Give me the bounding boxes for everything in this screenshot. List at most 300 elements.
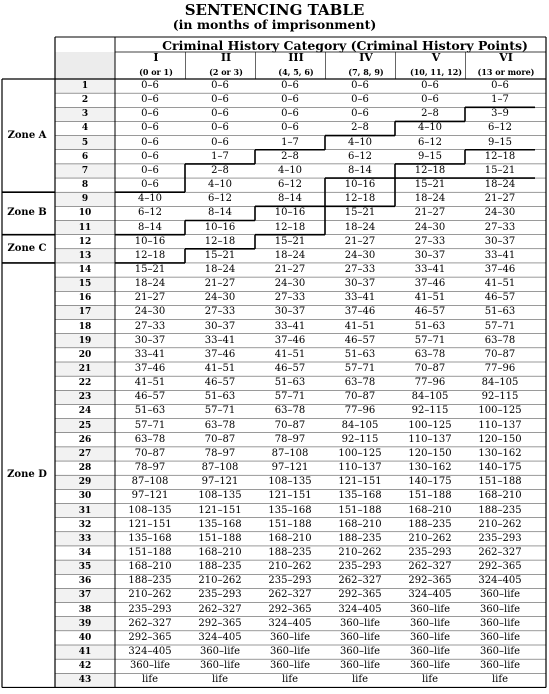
- sentence-range-cell: 120–150: [478, 433, 522, 445]
- sentence-range-cell: 84–105: [481, 377, 519, 389]
- sentence-range-cell: 210–262: [478, 518, 522, 530]
- sentence-range-cell: 15–21: [204, 249, 236, 261]
- sentence-range-cell: 10–16: [274, 207, 306, 219]
- sentence-range-cell: 0–6: [141, 179, 159, 191]
- sentence-range-cell: 4–10: [277, 164, 303, 176]
- sentence-range-cell: 51–63: [274, 377, 306, 389]
- sentence-range-cell: 100–125: [478, 405, 522, 417]
- sentence-range-cell: 292–365: [408, 575, 452, 587]
- column-header-roman: I: [153, 51, 159, 64]
- sentence-range-cell: 57–71: [344, 363, 376, 374]
- sentence-range-cell: 41–51: [484, 278, 516, 290]
- sentence-range-cell: 0–6: [141, 80, 159, 91]
- sentence-range-cell: 130–162: [408, 462, 452, 474]
- sentence-range-cell: 33–41: [414, 263, 446, 275]
- sentence-range-cell: 8–14: [207, 207, 233, 219]
- sentence-range-cell: 15–21: [344, 207, 376, 219]
- sentence-range-cell: 324–405: [268, 617, 312, 629]
- sentence-range-cell: 6–12: [347, 150, 373, 162]
- sentence-range-cell: life: [211, 674, 228, 686]
- sentence-range-cell: 360–life: [339, 617, 381, 629]
- sentence-range-cell: life: [491, 674, 508, 686]
- page-title: SENTENCING TABLE: [184, 1, 365, 19]
- sentence-range-cell: 63–78: [344, 377, 376, 389]
- offense-level-cell: 38: [78, 604, 92, 615]
- sentence-range-cell: 24–30: [344, 249, 376, 261]
- sentence-range-cell: 4–10: [417, 122, 443, 134]
- sentence-range-cell: 1–7: [491, 94, 509, 106]
- offense-level-cell: 10: [78, 208, 92, 219]
- sentence-range-cell: 292–365: [338, 589, 382, 601]
- sentence-range-cell: 92–115: [341, 433, 379, 445]
- sentence-range-cell: 262–327: [408, 561, 452, 573]
- sentence-range-cell: 2–8: [281, 150, 299, 162]
- sentence-range-cell: 324–405: [338, 603, 382, 615]
- sentence-range-cell: 27–33: [204, 306, 236, 318]
- sentence-range-cell: 0–6: [141, 94, 159, 106]
- sentence-range-cell: 0–6: [141, 136, 159, 148]
- sentence-range-cell: 6–12: [207, 193, 233, 205]
- sentence-range-cell: 12–18: [134, 249, 166, 261]
- sentence-range-cell: 151–188: [128, 546, 172, 558]
- sentence-range-cell: 70–87: [204, 433, 236, 445]
- sentence-range-cell: 262–327: [198, 603, 242, 615]
- offense-level-cell: 5: [81, 137, 89, 148]
- sentence-range-cell: 292–365: [268, 603, 312, 615]
- sentence-range-cell: 21–27: [344, 235, 376, 247]
- sentence-range-cell: 84–105: [341, 419, 379, 431]
- sentence-range-cell: 18–24: [204, 263, 236, 275]
- offense-level-cell: 37: [78, 590, 92, 601]
- sentence-range-cell: 108–135: [128, 504, 172, 516]
- column-header-points: (4, 5, 6): [278, 67, 314, 77]
- sentence-range-cell: 41–51: [274, 348, 306, 360]
- sentence-range-cell: 57–71: [134, 419, 166, 431]
- sentence-range-cell: 262–327: [478, 546, 522, 558]
- offense-level-cell: 6: [81, 151, 89, 162]
- sentence-range-cell: 51–63: [134, 405, 166, 417]
- sentence-range-cell: 135–168: [338, 490, 382, 502]
- sentence-range-cell: 92–115: [411, 405, 449, 417]
- sentence-range-cell: 292–365: [198, 617, 242, 629]
- sentence-range-cell: 37–46: [134, 363, 166, 374]
- sentence-range-cell: 360–life: [479, 646, 521, 657]
- offense-level-cell: 29: [78, 477, 92, 488]
- offense-level-cell: 23: [78, 392, 92, 403]
- sentence-range-cell: 37–46: [344, 306, 376, 318]
- sentence-range-cell: 188–235: [338, 532, 382, 544]
- sentence-range-cell: 63–78: [204, 419, 236, 431]
- sentence-range-cell: 2–8: [351, 122, 369, 134]
- sentence-range-cell: 9–15: [417, 150, 443, 162]
- sentence-range-cell: 292–365: [128, 631, 172, 643]
- sentence-range-cell: 37–46: [414, 278, 446, 290]
- offense-level-cell: 19: [78, 335, 92, 346]
- offense-level-cell: 41: [78, 647, 92, 657]
- sentence-range-cell: 24–30: [274, 278, 306, 290]
- sentence-range-cell: 12–18: [204, 235, 236, 247]
- offense-level-cell: 9: [81, 194, 89, 205]
- sentence-range-cell: 97–121: [201, 476, 239, 488]
- sentence-range-cell: 87–108: [271, 447, 309, 459]
- offense-level-cell: 35: [78, 562, 92, 573]
- sentence-range-cell: 0–6: [351, 108, 369, 120]
- sentence-range-cell: 57–71: [484, 320, 516, 332]
- offense-level-cell: 42: [78, 661, 92, 672]
- sentence-range-cell: 77–96: [414, 377, 446, 389]
- sentence-range-cell: 4–10: [207, 179, 233, 191]
- sentence-range-cell: 262–327: [268, 589, 312, 601]
- sentence-range-cell: 0–6: [141, 108, 159, 120]
- sentence-range-cell: 0–6: [421, 80, 439, 91]
- sentence-range-cell: 1–7: [211, 150, 229, 162]
- sentence-range-cell: 46–57: [134, 391, 166, 403]
- sentence-range-cell: 110–137: [338, 462, 382, 474]
- sentence-range-cell: 2–8: [421, 108, 439, 120]
- sentence-range-cell: 37–46: [484, 263, 516, 275]
- sentence-range-cell: 37–46: [204, 348, 236, 360]
- sentence-range-cell: 360–life: [409, 631, 451, 643]
- offense-level-cell: 20: [78, 349, 92, 360]
- sentence-range-cell: 0–6: [211, 136, 229, 148]
- column-header-roman: III: [288, 51, 304, 64]
- offense-level-cell: 36: [78, 576, 92, 587]
- sentence-range-cell: 27–33: [414, 235, 446, 247]
- sentence-range-cell: 360–life: [269, 660, 311, 672]
- sentence-range-cell: 33–41: [484, 249, 516, 261]
- sentence-range-cell: 188–235: [268, 546, 312, 558]
- sentence-range-cell: 360–life: [479, 660, 521, 672]
- offense-level-cell: 24: [78, 406, 92, 417]
- sentence-range-cell: 235–293: [338, 561, 382, 573]
- sentence-range-cell: 324–405: [198, 631, 242, 643]
- sentence-range-cell: 21–27: [414, 207, 446, 219]
- sentence-range-cell: 63–78: [414, 348, 446, 360]
- offense-level-cell: 7: [81, 165, 89, 176]
- sentence-range-cell: 135–168: [198, 518, 242, 530]
- sentence-range-cell: 15–21: [484, 164, 516, 176]
- sentence-range-cell: 21–27: [484, 193, 516, 205]
- sentence-range-cell: 360–life: [479, 603, 521, 615]
- sentence-range-cell: 188–235: [478, 504, 522, 516]
- sentence-range-cell: 0–6: [351, 94, 369, 106]
- sentence-range-cell: 6–12: [487, 122, 513, 134]
- sentence-range-cell: 21–27: [274, 263, 306, 275]
- offense-level-cell: 15: [78, 279, 92, 290]
- sentence-range-cell: 78–97: [274, 433, 306, 445]
- offense-level-cell: 8: [81, 180, 89, 191]
- sentence-range-cell: 46–57: [344, 334, 376, 346]
- sentence-range-cell: 8–14: [137, 221, 163, 233]
- sentence-range-cell: 41–51: [344, 320, 376, 332]
- sentence-range-cell: life: [421, 674, 438, 686]
- sentence-range-cell: 262–327: [338, 575, 382, 587]
- sentence-range-cell: 33–41: [204, 334, 236, 346]
- sentence-range-cell: 360–life: [409, 646, 451, 657]
- sentence-range-cell: 87–108: [201, 462, 239, 474]
- sentence-range-cell: 12–18: [484, 150, 516, 162]
- offense-level-cell: 16: [78, 293, 92, 304]
- offense-level-cell: 28: [78, 463, 92, 474]
- sentence-range-cell: 360–life: [339, 631, 381, 643]
- sentence-range-cell: 135–168: [268, 504, 312, 516]
- sentence-range-cell: 51–63: [204, 391, 236, 403]
- offense-level-cell: 43: [78, 675, 92, 686]
- offense-level-cell: 14: [78, 264, 92, 275]
- sentence-range-cell: 108–135: [198, 490, 242, 502]
- sentence-range-cell: 70–87: [484, 348, 516, 360]
- sentence-range-cell: 0–6: [281, 94, 299, 106]
- sentence-range-cell: 324–405: [128, 646, 172, 657]
- sentence-range-cell: 10–16: [134, 235, 166, 247]
- sentence-range-cell: 360–life: [479, 589, 521, 601]
- sentence-range-cell: 33–41: [134, 348, 166, 360]
- sentence-range-cell: 360–life: [339, 660, 381, 672]
- offense-level-cell: 17: [78, 307, 92, 318]
- offense-level-cell: 39: [78, 618, 92, 629]
- sentence-range-cell: life: [281, 674, 298, 686]
- sentence-range-cell: 235–293: [268, 575, 312, 587]
- sentence-range-cell: 30–37: [274, 306, 306, 318]
- sentence-range-cell: 188–235: [408, 518, 452, 530]
- sentence-range-cell: 360–life: [199, 646, 241, 657]
- column-header-points: (10, 11, 12): [409, 67, 463, 77]
- sentence-range-cell: 0–6: [421, 94, 439, 106]
- offense-level-cell: 18: [78, 321, 92, 332]
- column-header-roman: V: [431, 51, 441, 64]
- sentence-range-cell: 27–33: [274, 292, 306, 304]
- sentence-range-cell: 21–27: [204, 278, 236, 290]
- sentence-range-cell: 210–262: [408, 532, 452, 544]
- offense-level-cell: 1: [81, 81, 89, 91]
- sentence-range-cell: 151–188: [408, 490, 452, 502]
- sentence-range-cell: 100–125: [338, 447, 382, 459]
- sentence-range-cell: 51–63: [484, 306, 516, 318]
- column-header-points: (0 or 1): [139, 67, 173, 77]
- sentence-range-cell: 324–405: [478, 575, 522, 587]
- offense-level-cell: 22: [78, 378, 92, 389]
- sentence-range-cell: 87–108: [131, 476, 169, 488]
- sentence-range-cell: 18–24: [274, 249, 306, 261]
- zone-label: Zone A: [7, 129, 47, 141]
- sentence-range-cell: 168–210: [198, 546, 242, 558]
- sentence-range-cell: 27–33: [134, 320, 166, 332]
- sentence-range-cell: 168–210: [338, 518, 382, 530]
- sentence-range-cell: 63–78: [484, 334, 516, 346]
- offense-level-cell: 27: [78, 448, 92, 459]
- sentence-range-cell: 235–293: [408, 546, 452, 558]
- sentence-range-cell: 360–life: [339, 646, 381, 657]
- sentence-range-cell: 15–21: [134, 263, 166, 275]
- sentence-range-cell: 15–21: [414, 179, 446, 191]
- sentence-range-cell: 4–10: [347, 136, 373, 148]
- sentence-range-cell: 135–168: [128, 532, 172, 544]
- offense-level-cell: 13: [78, 250, 92, 261]
- sentence-range-cell: 30–37: [484, 235, 516, 247]
- sentence-range-cell: 46–57: [204, 377, 236, 389]
- sentence-range-cell: 57–71: [274, 391, 306, 403]
- sentence-range-cell: 0–6: [211, 94, 229, 106]
- sentence-range-cell: life: [351, 674, 368, 686]
- sentence-range-cell: 10–16: [204, 221, 236, 233]
- sentence-range-cell: 3–9: [491, 108, 509, 120]
- sentence-range-cell: 70–87: [414, 363, 446, 374]
- sentence-range-cell: 41–51: [204, 363, 236, 374]
- sentence-range-cell: 24–30: [414, 221, 446, 233]
- offense-level-cell: 32: [78, 519, 92, 530]
- sentence-range-cell: 51–63: [344, 348, 376, 360]
- sentence-range-cell: 0–6: [491, 80, 509, 91]
- sentence-range-cell: 0–6: [351, 80, 369, 91]
- sentence-range-cell: 30–37: [414, 249, 446, 261]
- sentence-range-cell: 188–235: [128, 575, 172, 587]
- sentence-range-cell: 27–33: [484, 221, 516, 233]
- sentence-range-cell: 151–188: [198, 532, 242, 544]
- sentence-range-cell: 4–10: [137, 193, 163, 205]
- offense-level-cell: 33: [78, 533, 92, 544]
- sentence-range-cell: 100–125: [408, 419, 452, 431]
- sentence-range-cell: 10–16: [344, 179, 376, 191]
- sentence-range-cell: 130–162: [478, 447, 522, 459]
- sentence-range-cell: 151–188: [338, 504, 382, 516]
- sentence-range-cell: 151–188: [478, 476, 522, 488]
- sentence-range-cell: 46–57: [274, 363, 306, 374]
- sentence-range-cell: 70–87: [344, 391, 376, 403]
- sentence-range-cell: 21–27: [134, 292, 166, 304]
- sentence-range-cell: 97–121: [131, 490, 169, 502]
- sentence-range-cell: 24–30: [134, 306, 166, 318]
- sentence-range-cell: 33–41: [274, 320, 306, 332]
- sentence-range-cell: 235–293: [128, 603, 172, 615]
- page-subtitle: (in months of imprisonment): [172, 17, 377, 32]
- sentence-range-cell: 210–262: [128, 589, 172, 601]
- offense-level-cell: 11: [78, 222, 92, 233]
- sentence-range-cell: 0–6: [281, 108, 299, 120]
- sentence-range-cell: 262–327: [128, 617, 172, 629]
- offense-level-cell: 34: [78, 547, 92, 558]
- sentence-range-cell: 77–96: [344, 405, 376, 417]
- sentence-range-cell: 121–151: [198, 504, 242, 516]
- offense-level-cell: 12: [78, 236, 92, 247]
- sentence-range-cell: 108–135: [268, 476, 312, 488]
- sentence-range-cell: 12–18: [414, 164, 446, 176]
- column-header-roman: IV: [359, 51, 373, 64]
- sentence-range-cell: 0–6: [141, 122, 159, 134]
- sentence-range-cell: 27–33: [344, 263, 376, 275]
- sentence-range-cell: 188–235: [198, 561, 242, 573]
- sentence-range-cell: 97–121: [271, 462, 309, 474]
- sentence-range-cell: 24–30: [484, 207, 516, 219]
- sentence-range-cell: 121–151: [128, 518, 172, 530]
- sentence-range-cell: 30–37: [204, 320, 236, 332]
- sentence-range-cell: 360–life: [269, 646, 311, 657]
- offense-level-cell: 31: [78, 505, 92, 516]
- sentence-range-cell: 46–57: [414, 306, 446, 318]
- sentence-range-cell: 6–12: [277, 179, 303, 191]
- sentence-range-cell: life: [141, 674, 158, 686]
- sentence-range-cell: 0–6: [211, 80, 229, 91]
- offense-level-cell: 21: [78, 364, 92, 374]
- offense-level-cell: 3: [81, 109, 89, 120]
- sentence-range-cell: 18–24: [134, 278, 166, 290]
- zone-label: Zone B: [7, 207, 47, 219]
- sentence-range-cell: 6–12: [137, 207, 163, 219]
- sentence-range-cell: 51–63: [414, 320, 446, 332]
- sentence-range-cell: 360–life: [479, 631, 521, 643]
- sentence-range-cell: 168–210: [268, 532, 312, 544]
- offense-level-cell: 30: [78, 491, 92, 502]
- sentence-range-cell: 210–262: [268, 561, 312, 573]
- sentence-range-cell: 6–12: [417, 136, 443, 148]
- sentence-range-cell: 110–137: [478, 419, 522, 431]
- zone-label: Zone C: [7, 242, 47, 254]
- sentence-range-cell: 8–14: [347, 164, 373, 176]
- sentence-range-cell: 360–life: [199, 660, 241, 672]
- sentence-range-cell: 121–151: [338, 476, 382, 488]
- sentence-range-cell: 168–210: [478, 490, 522, 502]
- sentence-range-cell: 0–6: [211, 108, 229, 120]
- column-header-points: (7, 8, 9): [348, 67, 384, 77]
- sentence-range-cell: 18–24: [414, 193, 446, 205]
- sentence-range-cell: 57–71: [414, 334, 446, 346]
- sentence-range-cell: 12–18: [274, 221, 306, 233]
- sentence-range-cell: 1–7: [281, 136, 299, 148]
- sentence-range-cell: 0–6: [141, 164, 159, 176]
- sentence-range-cell: 0–6: [211, 122, 229, 134]
- sentence-range-cell: 77–96: [484, 363, 516, 374]
- column-header-points: (13 or more): [477, 67, 535, 77]
- sentence-range-cell: 78–97: [204, 447, 236, 459]
- sentence-range-cell: 15–21: [274, 235, 306, 247]
- sentence-range-cell: 235–293: [198, 589, 242, 601]
- sentence-range-cell: 210–262: [198, 575, 242, 587]
- sentence-range-cell: 360–life: [409, 660, 451, 672]
- criminal-history-header: Criminal History Category (Criminal History Points): [162, 38, 528, 53]
- sentence-range-cell: 30–37: [134, 334, 166, 346]
- sentence-range-cell: 0–6: [281, 122, 299, 134]
- sentence-range-cell: 12–18: [344, 193, 376, 205]
- sentence-range-cell: 33–41: [344, 292, 376, 304]
- sentence-range-cell: 210–262: [338, 546, 382, 558]
- sentence-range-cell: 324–405: [408, 589, 452, 601]
- column-header-roman: II: [220, 51, 232, 64]
- sentence-range-cell: 41–51: [414, 292, 446, 304]
- sentence-range-cell: 0–6: [141, 150, 159, 162]
- offense-level-cell: 25: [78, 420, 92, 431]
- sentence-range-cell: 30–37: [344, 278, 376, 290]
- sentence-range-cell: 151–188: [268, 518, 312, 530]
- sentence-range-cell: 121–151: [268, 490, 312, 502]
- sentence-range-cell: 78–97: [134, 462, 166, 474]
- offense-header-shade: [55, 52, 115, 79]
- offense-level-cell: 4: [81, 123, 89, 134]
- sentence-range-cell: 140–175: [408, 476, 452, 488]
- sentence-range-cell: 2–8: [211, 164, 229, 176]
- sentence-range-cell: 41–51: [134, 377, 166, 389]
- sentence-range-cell: 70–87: [274, 419, 306, 431]
- sentence-range-cell: 235–293: [478, 532, 522, 544]
- sentence-range-cell: 18–24: [484, 179, 516, 191]
- sentence-range-cell: 46–57: [484, 292, 516, 304]
- offense-level-cell: 2: [81, 95, 89, 106]
- sentence-range-cell: 24–30: [204, 292, 236, 304]
- sentence-range-cell: 360–life: [409, 617, 451, 629]
- sentence-range-cell: 8–14: [277, 193, 303, 205]
- sentence-range-cell: 70–87: [134, 447, 166, 459]
- sentence-range-cell: 18–24: [344, 221, 376, 233]
- sentence-range-cell: 57–71: [204, 405, 236, 417]
- sentence-range-cell: 360–life: [409, 603, 451, 615]
